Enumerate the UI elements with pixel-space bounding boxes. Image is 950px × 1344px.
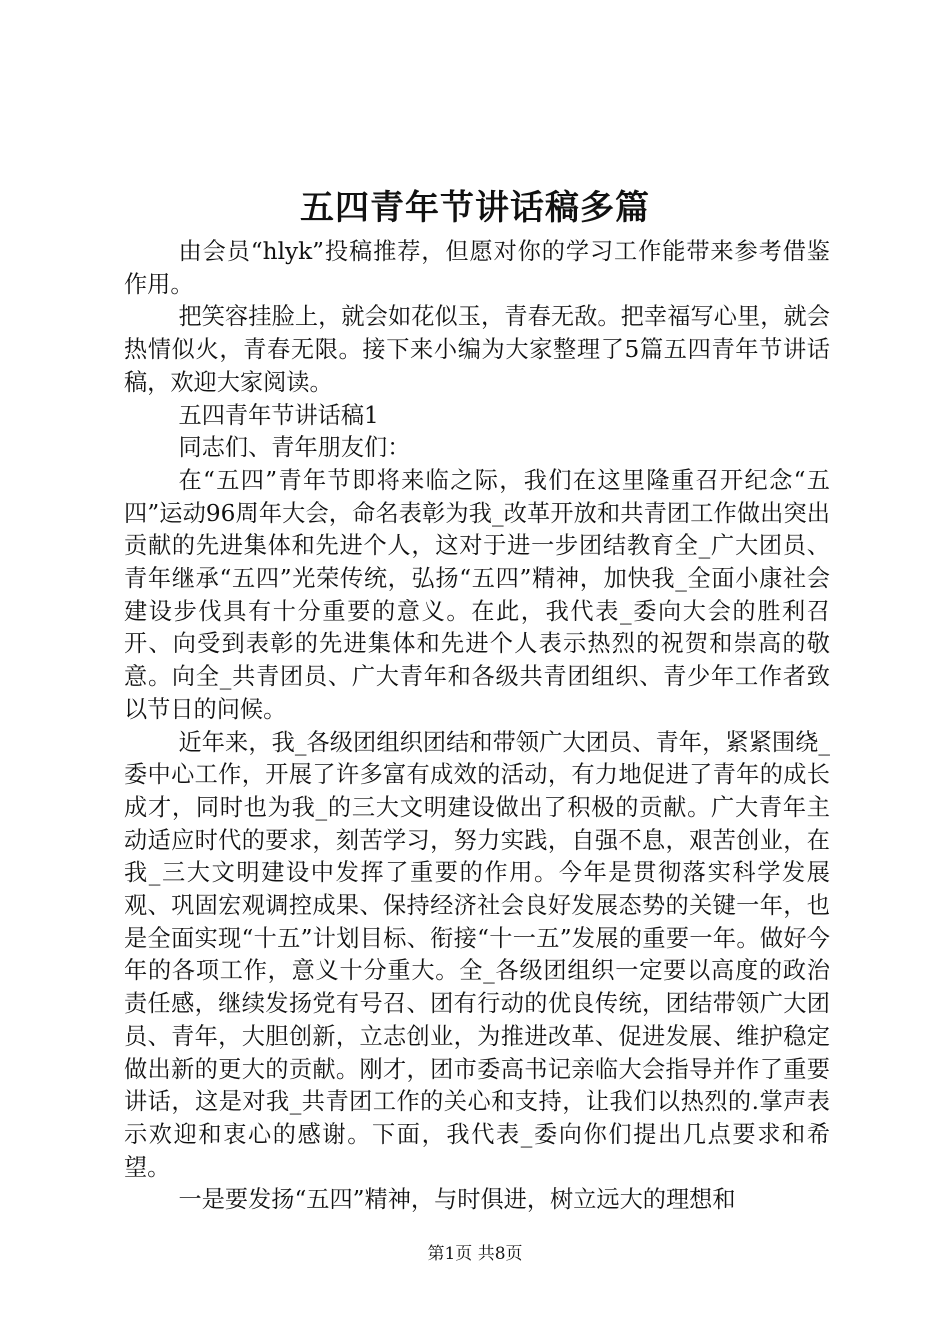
document-body [124, 236, 830, 1217]
paragraph-body: 近年来，我_各级团组织团结和带领广大团员、青年，紧紧围绕_委中心工作，开展了许多富有成效的活动，有力地促进了青年的成长成才，同时也为我_的三大文明建设做出了积极的贡献。广大青年主动适应时代的要求，刻苦学习，努力实践，自强不息，艰苦创业，在我_三大文明建设中发挥了重要的作用。今年是贯彻落实科学发展观、巩固宏观调控成果、保持经济社会良好发展态势的关键一年，也是全面实现“十五”计划目标、衔接“十一五”发展的重要一年。做好今年的各项工作，意义十分重大。全_各级团组织一定要以高度的政治责任感，继续发扬党有号召、团有行动的优良传统，团结带领广大团员、青年，大胆创新，立志创业，为推进改革、促进发展、维护稳定做出新的更大的贡献。刚才，团市委高书记亲临大会指导并作了重要讲话，这是对我_共青团工作的关心和支持，让我们以热烈的.掌声表示欢迎和衷心的感谢。下面，我代表_委向你们提出几点要求和希望。 [124, 728, 830, 1181]
section-heading: 五四青年节讲话稿1 [178, 401, 379, 429]
page-title: 五四青年节讲话稿多篇 [300, 188, 650, 228]
paragraph-preface: 把笑容挂脸上，就会如花似玉，青春无敌。把幸福写心里，就会热情似火，青春无限。接下来小编为大家整理了5篇五四青年节讲话稿，欢迎大家阅读。 [124, 303, 830, 396]
page-number: 第1页 共8页 [427, 1244, 523, 1264]
paragraph-intro: 由会员“hlyk”投稿推荐，但愿对你的学习工作能带来参考借鉴作用。 [124, 238, 830, 298]
paragraph-salutation: 同志们、青年朋友们： [178, 434, 411, 462]
paragraph-body: 一是要发扬“五四”精神，与时俱进，树立远大的理想和 [178, 1186, 736, 1214]
paragraph-body: 在“五四”青年节即将来临之际，我们在这里隆重召开纪念“五四”运动96周年大会，命名表彰为我_改革开放和共青团工作做出突出贡献的先进集体和先进个人，这对于进一步团结教育全_广大团员、青年继承“五四”光荣传统，弘扬“五四”精神，加快我_全面小康社会建设步伐具有十分重要的意义。在此，我代表_委向大会的胜利召开、向受到表彰的先进集体和先进个人表示热烈的祝贺和崇高的敬意。向全_共青团员、广大青年和各级共青团组织、青少年工作者致以节日的问候。 [124, 466, 830, 723]
